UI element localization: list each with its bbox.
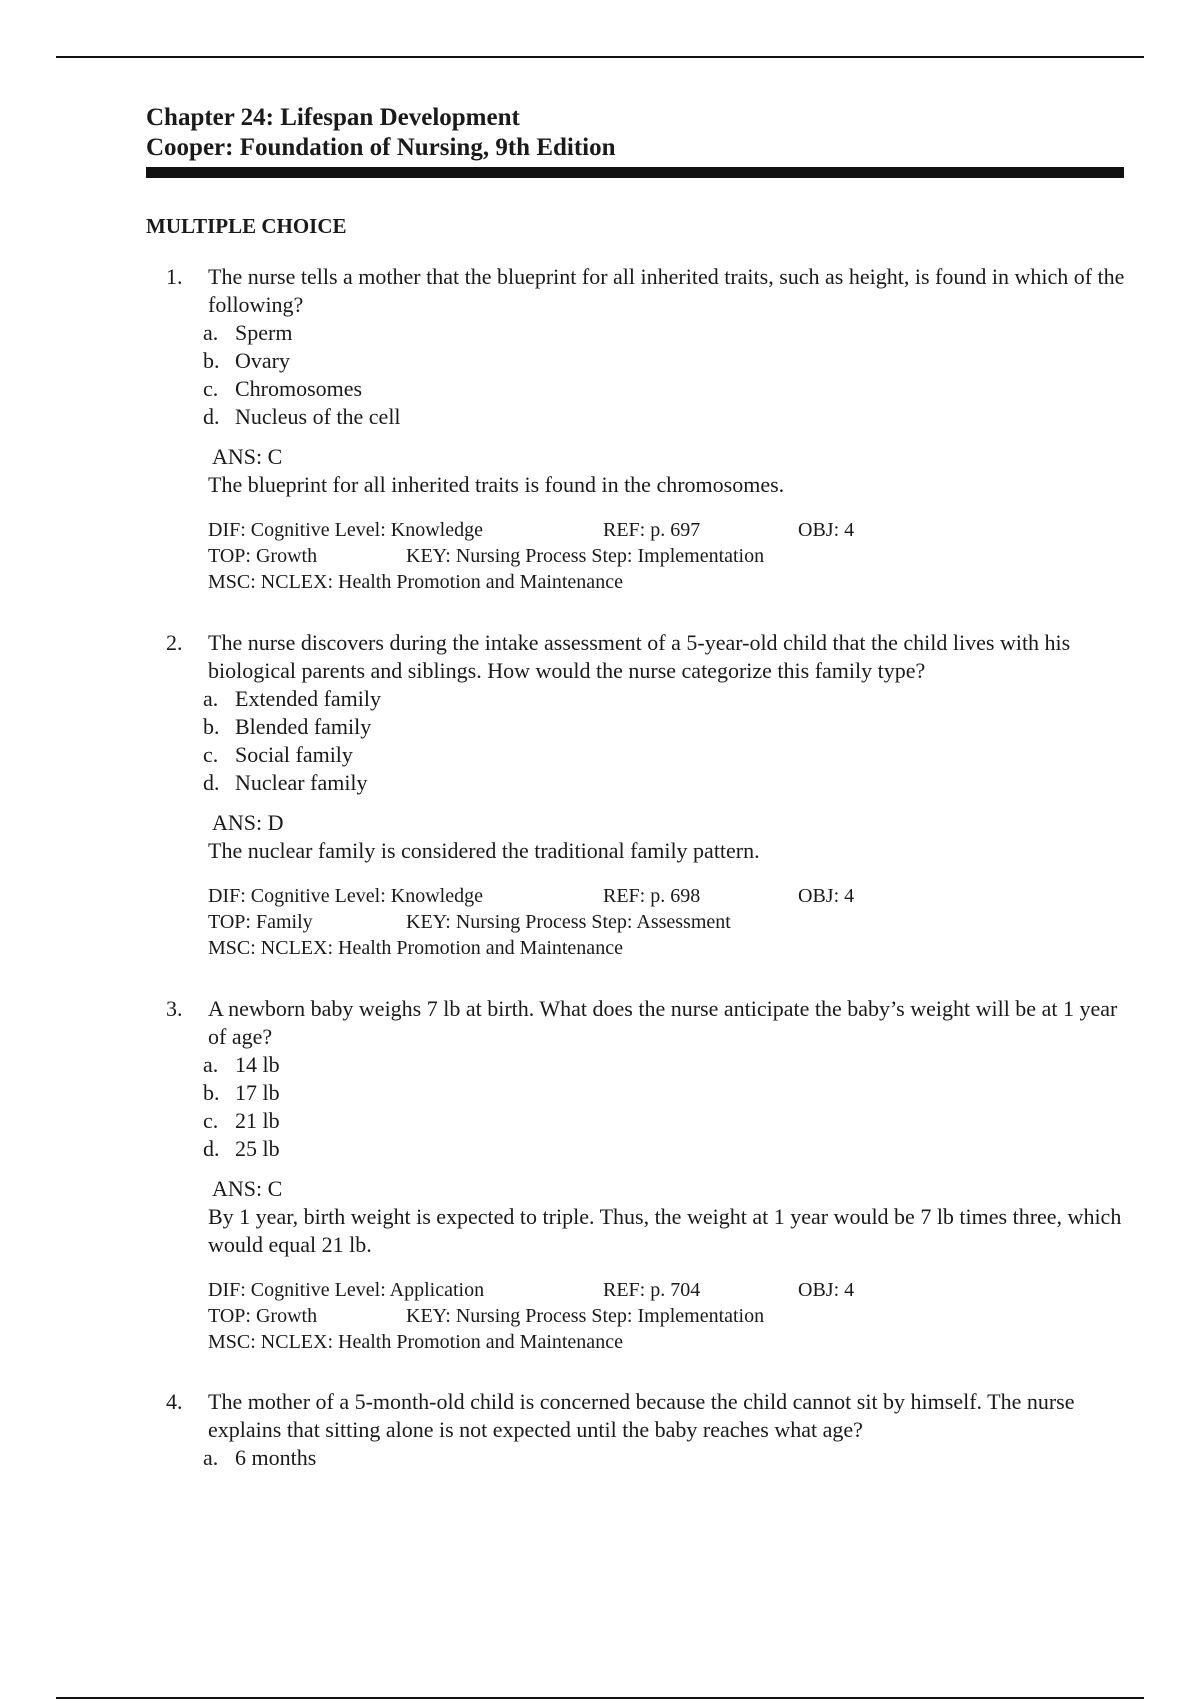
rationale: The blueprint for all inherited traits is found in the chromosomes. [208, 472, 785, 497]
option-a: a. 14 lb [203, 1052, 280, 1077]
question-number: 1. [166, 264, 183, 289]
meta-msc: MSC: NCLEX: Health Promotion and Maintenance [208, 571, 623, 593]
chapter-title: Chapter 24: Lifespan Development [146, 104, 520, 131]
meta-key: KEY: Nursing Process Step: Assessment [406, 911, 731, 933]
option-d: d. 25 lb [203, 1136, 280, 1161]
options-list [166, 685, 1126, 797]
option-d: d. Nuclear family [203, 770, 368, 795]
question-text: The mother of a 5-month-old child is concerned because the child cannot sit by himself. The nurse explains that sitting alone is not expected until the baby reaches what age? [208, 1389, 1075, 1442]
question-1 [166, 263, 1126, 595]
question-text: The nurse discovers during the intake assessment of a 5-year-old child that the child lives with his biological parents and siblings. How would the nurse categorize this family type? [208, 630, 1071, 683]
metadata-block [166, 883, 1126, 961]
bottom-rule [56, 1697, 1144, 1699]
options-list [166, 1444, 1126, 1472]
rationale: The nuclear family is considered the traditional family pattern. [208, 838, 760, 863]
meta-key: KEY: Nursing Process Step: Implementation [406, 545, 765, 567]
question-number: 2. [166, 630, 183, 655]
document-header [146, 103, 1124, 178]
question-stem [166, 1388, 1126, 1444]
meta-top: TOP: Family [208, 911, 313, 933]
meta-ref: REF: p. 704 [603, 1279, 701, 1301]
option-a: a. 6 months [203, 1445, 317, 1470]
rationale: By 1 year, birth weight is expected to triple. Thus, the weight at 1 year would be 7 lb times three, which would equal 21 lb. [208, 1204, 1122, 1257]
question-2 [166, 629, 1126, 961]
meta-msc: MSC: NCLEX: Health Promotion and Maintenance [208, 937, 623, 959]
answer-key: ANS: C [212, 1176, 283, 1201]
options-list [166, 1051, 1126, 1163]
answer-key: ANS: C [212, 444, 283, 469]
meta-key: KEY: Nursing Process Step: Implementation [406, 1305, 765, 1327]
question-number: 3. [166, 996, 183, 1021]
option-c: c. Chromosomes [203, 376, 363, 401]
question-3 [166, 995, 1126, 1355]
option-c: c. 21 lb [203, 1108, 280, 1133]
question-stem [166, 629, 1126, 685]
meta-msc: MSC: NCLEX: Health Promotion and Maintenance [208, 1331, 623, 1353]
answer-key: ANS: D [212, 810, 284, 835]
meta-obj: OBJ: 4 [798, 1279, 855, 1301]
option-a: a. Extended family [203, 686, 382, 711]
options-list [166, 319, 1126, 431]
meta-ref: REF: p. 697 [603, 519, 701, 541]
meta-top: TOP: Growth [208, 545, 318, 567]
meta-top: TOP: Growth [208, 1305, 318, 1327]
meta-ref: REF: p. 698 [603, 885, 701, 907]
question-number: 4. [166, 1389, 183, 1414]
answer-block [166, 809, 1126, 865]
section-title: MULTIPLE CHOICE [146, 214, 347, 238]
meta-obj: OBJ: 4 [798, 519, 855, 541]
meta-dif: DIF: Cognitive Level: Application [208, 1279, 485, 1301]
option-b: b. Ovary [203, 348, 290, 373]
book-title: Cooper: Foundation of Nursing, 9th Edition [146, 134, 616, 161]
header-bar [146, 167, 1124, 178]
answer-block [166, 443, 1126, 499]
option-b: b. 17 lb [203, 1080, 280, 1105]
top-rule [56, 56, 1144, 58]
meta-dif: DIF: Cognitive Level: Knowledge [208, 519, 483, 541]
question-text: A newborn baby weighs 7 lb at birth. What does the nurse anticipate the baby’s weight will be at 1 year of age? [208, 996, 1118, 1049]
question-4 [166, 1388, 1126, 1472]
meta-obj: OBJ: 4 [798, 885, 855, 907]
option-a: a. Sperm [203, 320, 293, 345]
option-d: d. Nucleus of the cell [203, 404, 401, 429]
answer-block [166, 1175, 1126, 1259]
metadata-block [166, 1277, 1126, 1355]
option-c: c. Social family [203, 742, 353, 767]
question-text: The nurse tells a mother that the blueprint for all inherited traits, such as height, is found in which of the following? [208, 264, 1125, 317]
question-stem [166, 263, 1126, 319]
option-b: b. Blended family [203, 714, 372, 739]
metadata-block [166, 517, 1126, 595]
meta-dif: DIF: Cognitive Level: Knowledge [208, 885, 483, 907]
question-stem [166, 995, 1126, 1051]
